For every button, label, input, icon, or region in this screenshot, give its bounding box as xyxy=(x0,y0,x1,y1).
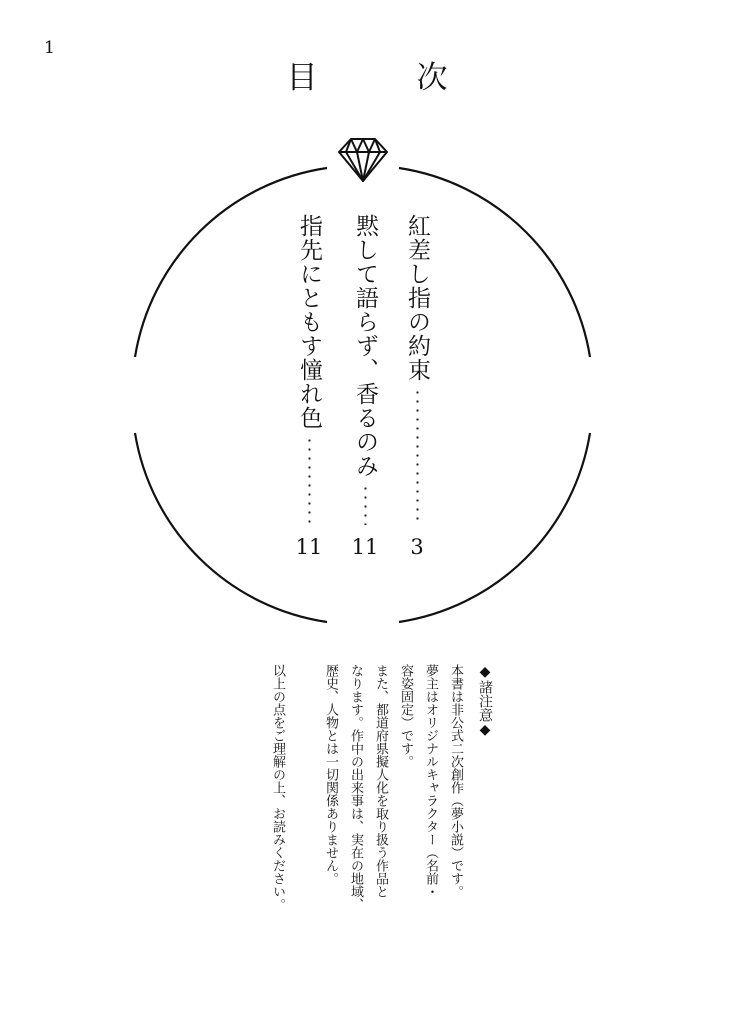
toc-entry-page: 11 xyxy=(295,535,323,559)
page-title: 目 次 xyxy=(286,60,482,96)
toc-entry-page: 11 xyxy=(351,535,379,559)
diamond-icon xyxy=(339,139,387,181)
toc-entry-2[interactable] xyxy=(348,214,382,559)
toc-leader-dots xyxy=(416,388,419,525)
page-number: 1 xyxy=(44,38,55,58)
toc-entry-title: 紅差し指の約束 xyxy=(404,214,430,382)
toc-entry-page: 3 xyxy=(410,535,424,559)
toc-entry-title: 指先にともす憧れ色 xyxy=(296,214,322,430)
notes-body xyxy=(265,664,468,964)
notes-section xyxy=(265,664,498,964)
toc-entry-title: 黙して語らず、香るのみ xyxy=(352,214,378,478)
notes-paragraph: 以上の点をご理解の上、お読みください。 xyxy=(270,664,285,911)
toc-entry-1[interactable] xyxy=(400,214,434,559)
notes-heading: ◆諸注意◆ xyxy=(477,664,493,738)
toc-leader-dots xyxy=(364,484,367,525)
notes-spacer xyxy=(290,664,318,964)
toc-entry-3[interactable] xyxy=(292,214,326,559)
notes-paragraph: 本書は非公式二次創作（夢小説）です。 夢主はオリジナルキャラクター（名前・ 容姿固定）です。 xyxy=(398,664,463,898)
notes-paragraph: また、都道府県擬人化を取り扱う作品と なります。作中の出来事は、実在の地域、 歴史、人物とは一切関係ありません。 xyxy=(323,664,388,911)
toc-leader-dots xyxy=(308,436,311,525)
